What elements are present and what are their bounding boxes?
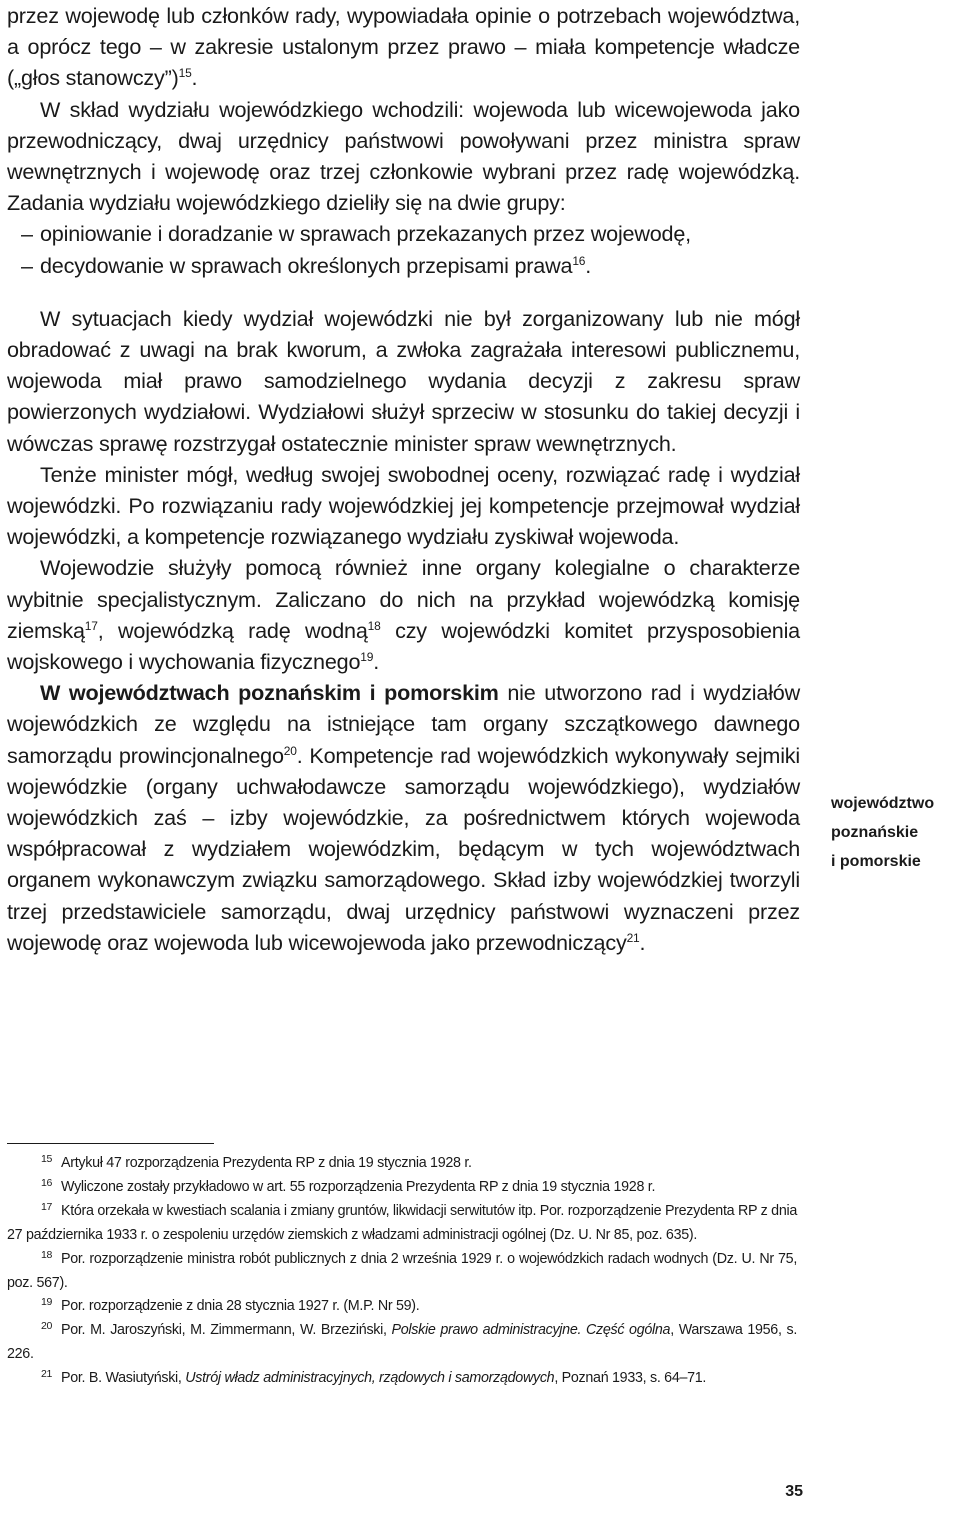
paragraph-text: Tenże minister mógł, według swojej swobodnej oceny, rozwiązać radę i wydział wojewódzki. Po rozwiązaniu rady wojewódzkiej jej kompetencje przejmował wydział wojewódzki, a kompetencje rozwiązanego wydziału zyskiwał wojewoda. xyxy=(7,461,800,550)
footnote xyxy=(7,1367,797,1391)
footnote-ref[interactable]: 17 xyxy=(84,618,98,633)
footnote-ref[interactable]: 18 xyxy=(367,618,381,633)
dash-list xyxy=(7,218,800,280)
list-item-end: . xyxy=(585,252,592,278)
footnote-text: , Poznań 1933, s. 64–71. xyxy=(554,1370,707,1387)
footnotes xyxy=(7,1152,797,1391)
margin-note-line: województwo xyxy=(831,795,935,812)
footnote xyxy=(7,1152,797,1176)
footnote-ref[interactable]: 20 xyxy=(283,743,297,758)
footnote xyxy=(7,1295,797,1319)
margin-note xyxy=(831,789,960,876)
footnote-number: 17 xyxy=(41,1200,53,1213)
dash-bullet: – xyxy=(21,221,33,247)
list-item xyxy=(7,218,800,249)
margin-note-line: i pomorskie xyxy=(831,853,921,870)
footnote-number: 20 xyxy=(41,1320,53,1333)
paragraph-end: . xyxy=(373,649,380,675)
footnote-separator xyxy=(7,1143,214,1144)
footnote-text: Por. rozporządzenie ministra robót publicznych z dnia 2 września 1929 r. o wojewódzkich radach wodnych (Dz. U. Nr 75, poz. 567). xyxy=(7,1250,797,1291)
paragraph-text: Wojewodzie służyły pomocą również inne organy kolegialne o charakterze wybitnie specjalistycznym. Zaliczano do nich na przykład wojewódzką komisję ziemską xyxy=(7,555,800,643)
paragraph xyxy=(7,94,800,219)
footnote xyxy=(7,1248,797,1296)
page-number: 35 xyxy=(785,1483,803,1500)
footnote xyxy=(7,1176,797,1200)
footnote-text: Która orzekała w kwestiach scalania i zmiany gruntów, likwidacji serwitutów itp. Por. rozporządzenie Prezydenta RP z dnia 27 października 1933 r. o zespoleniu urzędów ziemskich z władzami administracji ogólnej (Dz. U. Nr 85, poz. 635). xyxy=(7,1202,797,1243)
footnote-number: 21 xyxy=(41,1368,53,1381)
paragraph xyxy=(7,459,800,553)
footnote-title: Polskie prawo administracyjne. Część ogólna xyxy=(391,1322,671,1339)
paragraph-text: przez wojewodę lub członków rady, wypowiadała opinie o potrzebach województwa, a oprócz tego – w zakresie ustalonym przez prawo – miała kompetencje władcze („głos stanowczy”) xyxy=(7,3,800,91)
paragraph xyxy=(7,303,800,459)
paragraph-text: czy wojewódzki komitet przysposobienia wojskowego i wychowania fizycznego xyxy=(7,617,800,675)
footnote xyxy=(7,1200,797,1248)
paragraph-text: W sytuacjach kiedy wydział wojewódzki nie był zorganizowany lub nie mógł obradować z uwagi na brak kworum, a zwłoka zagrażała interesowi publicznemu, wojewoda miał prawo samodzielnego wydania decyzji z zakresu spraw powierzonych wydziałowi. Wydziałowi służył sprzeciw w stosunku do takiej decyzji i wówczas sprawę rozstrzygał ostatecznie minister spraw wewnętrznych. xyxy=(7,305,800,456)
footnote-number: 16 xyxy=(41,1176,53,1189)
footnote-number: 18 xyxy=(41,1248,53,1261)
paragraph-end: . xyxy=(639,929,646,955)
footnote-text: Por. M. Jaroszyński, M. Zimmermann, W. Brzeziński, xyxy=(61,1322,392,1339)
dash-bullet: – xyxy=(21,252,33,278)
paragraph-text: W skład wydziału wojewódzkiego wchodzili: wojewoda lub wicewojewoda jako przewodniczący, dwaj urzędnicy państwowi powoływani przez ministra spraw wewnętrznych i wojewodę oraz trzej członkowie wybrani przez radę wojewódzką. Zadania wydziału wojewódzkiego dzieliły się na dwie grupy: xyxy=(7,96,800,216)
paragraph-end: . xyxy=(191,65,198,91)
footnote xyxy=(7,1319,797,1367)
paragraph xyxy=(7,0,800,94)
footnote-text: Por. B. Wasiutyński, xyxy=(61,1370,186,1387)
footnote-number: 15 xyxy=(41,1153,53,1165)
footnote-ref[interactable]: 15 xyxy=(178,66,192,81)
footnote-ref[interactable]: 21 xyxy=(626,930,640,945)
footnote-text: Wyliczone zostały przykładowo w art. 55 rozporządzenia Prezydenta RP z dnia 19 stycznia 1928 r. xyxy=(61,1178,656,1195)
main-text xyxy=(7,0,800,958)
paragraph-text: , wojewódzką radę wodną xyxy=(97,617,368,643)
paragraph-text: nie utworzono rad i wydziałów wojewódzkich ze względu na istniejące tam organy szczątkowego dawnego samorządu prowincjonalnego xyxy=(7,680,800,768)
margin-note-line: poznańskie xyxy=(831,824,919,841)
footnote-text: Por. rozporządzenie z dnia 28 stycznia 1927 r. (M.P. Nr 59). xyxy=(61,1298,420,1315)
footnote-text: , Warszawa 1956, s. 226. xyxy=(7,1322,797,1363)
list-item-text: opiniowanie i doradzanie w sprawach przekazanych przez wojewodę, xyxy=(40,221,691,247)
list-item-text: decydowanie w sprawach określonych przepisami prawa xyxy=(40,252,573,278)
paragraph xyxy=(7,552,800,677)
footnote-text: Artykuł 47 rozporządzenia Prezydenta RP z dnia 19 stycznia 1928 r. xyxy=(61,1155,472,1171)
footnote-ref[interactable]: 19 xyxy=(360,649,374,664)
footnote-number: 19 xyxy=(41,1296,53,1309)
list-item xyxy=(7,250,800,281)
paragraph-text: . Kompetencje rad wojewódzkich wykonywały sejmiki wojewódzkie (organy uchwałodawcze samorządu wojewódzkiego), wydziałów wojewódzkich zaś – izby wojewódzkie, za pośrednictwem których wojewoda współpracował z wydziałem wojewódzkim, będącym w tych województwach organem wykonawczym związku samorządowego. Skład izby wojewódzkiej tworzyli trzej przedstawiciele samorządu, dwaj urzędnicy państwowi wyznaczeni przez wojewodę oraz wojewoda lub wicewojewoda jako przewodniczący xyxy=(7,742,800,955)
footnote-title: Ustrój władz administracyjnych, rządowych i samorządowych xyxy=(185,1370,555,1387)
footnote-ref[interactable]: 16 xyxy=(572,253,586,268)
bold-lead: W województwach poznańskim i pomorskim xyxy=(40,680,499,706)
paragraph xyxy=(7,677,800,958)
